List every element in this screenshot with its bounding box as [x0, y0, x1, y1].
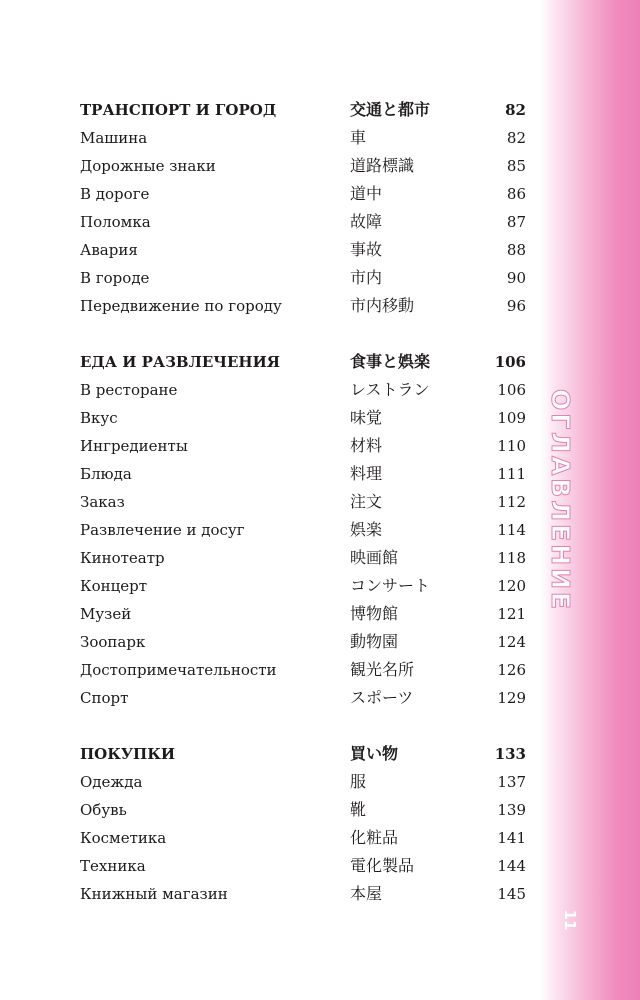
toc-entry[interactable]: [80, 180, 526, 208]
side-title: ОГЛАВЛЕНИЕ: [546, 389, 575, 613]
entry-ru: Музей: [80, 605, 132, 623]
entry-jp: 映画館: [350, 548, 399, 567]
entry-ru: Заказ: [80, 493, 125, 511]
entry-page: 124: [497, 633, 526, 651]
entry-ru: Машина: [80, 129, 148, 147]
toc-entry[interactable]: [80, 432, 526, 460]
entry-page: 110: [497, 437, 526, 455]
entry-jp: 味覚: [350, 408, 383, 427]
entry-page: 118: [497, 549, 526, 567]
entry-page: 112: [497, 493, 526, 511]
entry-page: 144: [497, 857, 526, 875]
entry-ru: Спорт: [80, 689, 129, 707]
toc-entry[interactable]: [80, 292, 526, 320]
entry-page: 86: [506, 185, 526, 203]
entry-jp: 故障: [350, 212, 383, 231]
entry-ru: Поломка: [80, 213, 151, 231]
entry-jp: 博物館: [350, 604, 399, 623]
entry-jp: 電化製品: [350, 856, 415, 875]
entry-jp: スポーツ: [350, 688, 414, 707]
toc-entry[interactable]: [80, 824, 526, 852]
section-page: 133: [494, 745, 526, 763]
entry-page: 96: [506, 297, 526, 315]
entry-page: 111: [497, 465, 526, 483]
entry-jp: 事故: [350, 240, 383, 259]
entry-jp: コンサート: [350, 576, 431, 595]
entry-jp: 本屋: [350, 884, 383, 903]
entry-ru: Обувь: [80, 801, 127, 819]
section-page: 106: [494, 353, 526, 371]
entry-page: 120: [497, 577, 526, 595]
entry-jp: 娯楽: [350, 520, 383, 539]
entry-jp: 材料: [350, 436, 383, 455]
entry-ru: Книжный магазин: [80, 885, 228, 903]
section-title-ru: ЕДА И РАЗВЛЕЧЕНИЯ: [80, 353, 280, 371]
entry-page: 87: [506, 213, 526, 231]
entry-jp: 料理: [350, 464, 383, 483]
toc-entry[interactable]: [80, 768, 526, 796]
entry-page: 139: [497, 801, 526, 819]
section-title-ru: ТРАНСПОРТ И ГОРОД: [80, 101, 277, 119]
entry-jp: 化粧品: [350, 828, 399, 847]
section-header[interactable]: [80, 96, 526, 124]
entry-page: 126: [497, 661, 526, 679]
entry-ru: Концерт: [80, 577, 148, 595]
toc-entry[interactable]: [80, 796, 526, 824]
entry-ru: Достопримечательности: [80, 661, 277, 679]
entry-page: 114: [497, 521, 526, 539]
toc-entry[interactable]: [80, 656, 526, 684]
entry-page: 109: [497, 409, 526, 427]
entry-ru: В городе: [80, 269, 150, 287]
entry-jp: レストラン: [350, 380, 430, 399]
entry-page: 137: [497, 773, 526, 791]
toc-entry[interactable]: [80, 152, 526, 180]
entry-ru: Косметика: [80, 829, 167, 847]
toc-entry[interactable]: [80, 460, 526, 488]
page-number: 11: [561, 909, 579, 931]
toc-entry[interactable]: [80, 852, 526, 880]
toc-entry[interactable]: [80, 684, 526, 712]
entry-ru: Развлечение и досуг: [80, 521, 245, 539]
section-transport: [80, 96, 526, 320]
entry-jp: 動物園: [350, 632, 399, 651]
entry-page: 129: [497, 689, 526, 707]
entry-ru: Кинотеатр: [80, 549, 165, 567]
toc-entry[interactable]: [80, 404, 526, 432]
toc-entry[interactable]: [80, 880, 526, 908]
toc-entry[interactable]: [80, 544, 526, 572]
entry-ru: Зоопарк: [80, 633, 146, 651]
entry-ru: Одежда: [80, 773, 143, 791]
entry-page: 82: [506, 129, 526, 147]
entry-ru: В ресторане: [80, 381, 178, 399]
entry-jp: 市内移動: [350, 296, 415, 315]
toc-entry[interactable]: [80, 628, 526, 656]
table-of-contents: [80, 96, 526, 936]
entry-page: 85: [506, 157, 526, 175]
section-shopping: [80, 740, 526, 908]
entry-ru: В дороге: [80, 185, 150, 203]
section-title-jp: 買い物: [350, 744, 399, 763]
toc-entry[interactable]: [80, 236, 526, 264]
entry-page: 141: [497, 829, 526, 847]
entry-ru: Дорожные знаки: [80, 157, 216, 175]
entry-ru: Авария: [80, 241, 138, 259]
entry-jp: 車: [350, 128, 367, 147]
entry-jp: 観光名所: [350, 660, 415, 679]
entry-page: 90: [506, 269, 526, 287]
entry-ru: Ингредиенты: [80, 437, 188, 455]
entry-ru: Передвижение по городу: [80, 297, 282, 315]
section-title-ru: ПОКУПКИ: [80, 745, 176, 763]
toc-entry[interactable]: [80, 488, 526, 516]
entry-ru: Блюда: [80, 465, 132, 483]
entry-page: 106: [497, 381, 526, 399]
entry-jp: 道中: [350, 184, 383, 203]
entry-ru: Вкус: [80, 409, 118, 427]
entry-page: 121: [497, 605, 526, 623]
toc-entry[interactable]: [80, 600, 526, 628]
entry-page: 145: [497, 885, 526, 903]
toc-entry[interactable]: [80, 124, 526, 152]
section-header[interactable]: [80, 740, 526, 768]
section-food: [80, 348, 526, 712]
toc-entry[interactable]: [80, 208, 526, 236]
entry-jp: 市内: [350, 268, 383, 287]
section-title-jp: 交通と都市: [350, 100, 431, 119]
entry-jp: 服: [350, 772, 367, 791]
entry-page: 88: [506, 241, 526, 259]
toc-entry[interactable]: [80, 516, 526, 544]
toc-entry[interactable]: [80, 572, 526, 600]
entry-jp: 道路標識: [350, 156, 415, 175]
entry-jp: 注文: [350, 492, 383, 511]
entry-ru: Техника: [80, 857, 146, 875]
entry-jp: 靴: [350, 800, 367, 819]
toc-entry[interactable]: [80, 376, 526, 404]
section-title-jp: 食事と娯楽: [350, 352, 431, 371]
toc-entry[interactable]: [80, 264, 526, 292]
section-header[interactable]: [80, 348, 526, 376]
section-page: 82: [505, 101, 526, 119]
